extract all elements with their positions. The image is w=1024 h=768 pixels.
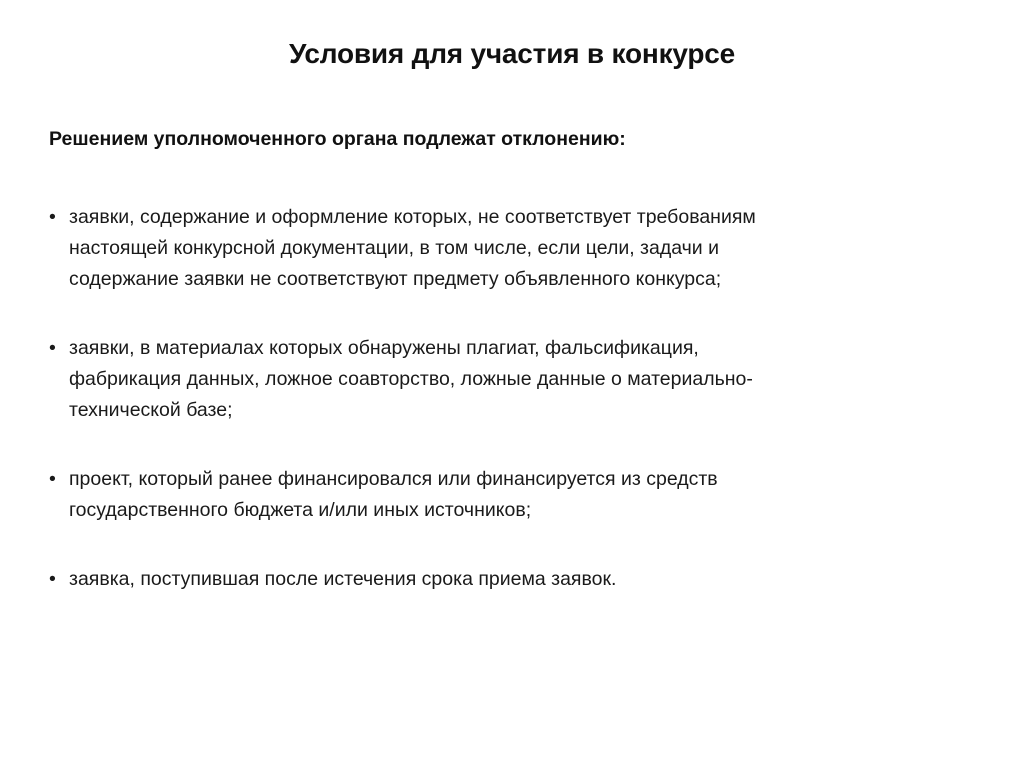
bullet-text-line: технической базе; <box>69 399 233 421</box>
bullet-dot: • <box>49 337 56 359</box>
bullet-dot: • <box>49 468 56 490</box>
bullet-item-4 <box>49 564 949 595</box>
bullet-text-line: настоящей конкурсной документации, в том числе, если цели, задачи и <box>69 237 719 259</box>
bullet-text-line: заявки, в материалах которых обнаружены плагиат, фальсификация, <box>69 337 699 359</box>
bullet-text-line: государственного бюджета и/или иных источников; <box>69 499 532 521</box>
bullet-text-line: содержание заявки не соответствуют предмету объявленного конкурса; <box>69 268 722 290</box>
bullet-text-line: фабрикация данных, ложное соавторство, ложные данные о материально- <box>69 368 753 390</box>
bullet-dot: • <box>49 206 56 228</box>
bullet-item-2 <box>49 333 949 426</box>
bullet-dot: • <box>49 568 56 590</box>
bullet-item-3 <box>49 464 949 526</box>
slide-title: Условия для участия в конкурсе <box>288 38 736 69</box>
bullet-text-line: заявка, поступившая после истечения срока приема заявок. <box>69 568 617 590</box>
bullet-text-line: проект, который ранее финансировался или финансируется из средств <box>69 468 718 490</box>
bullet-list <box>49 202 949 595</box>
bullet-text-line: заявки, содержание и оформление которых, не соответствует требованиям <box>69 206 756 228</box>
slide-subtitle: Решением уполномоченного органа подлежат отклонению: <box>49 128 626 150</box>
bullet-item-1 <box>49 202 949 295</box>
